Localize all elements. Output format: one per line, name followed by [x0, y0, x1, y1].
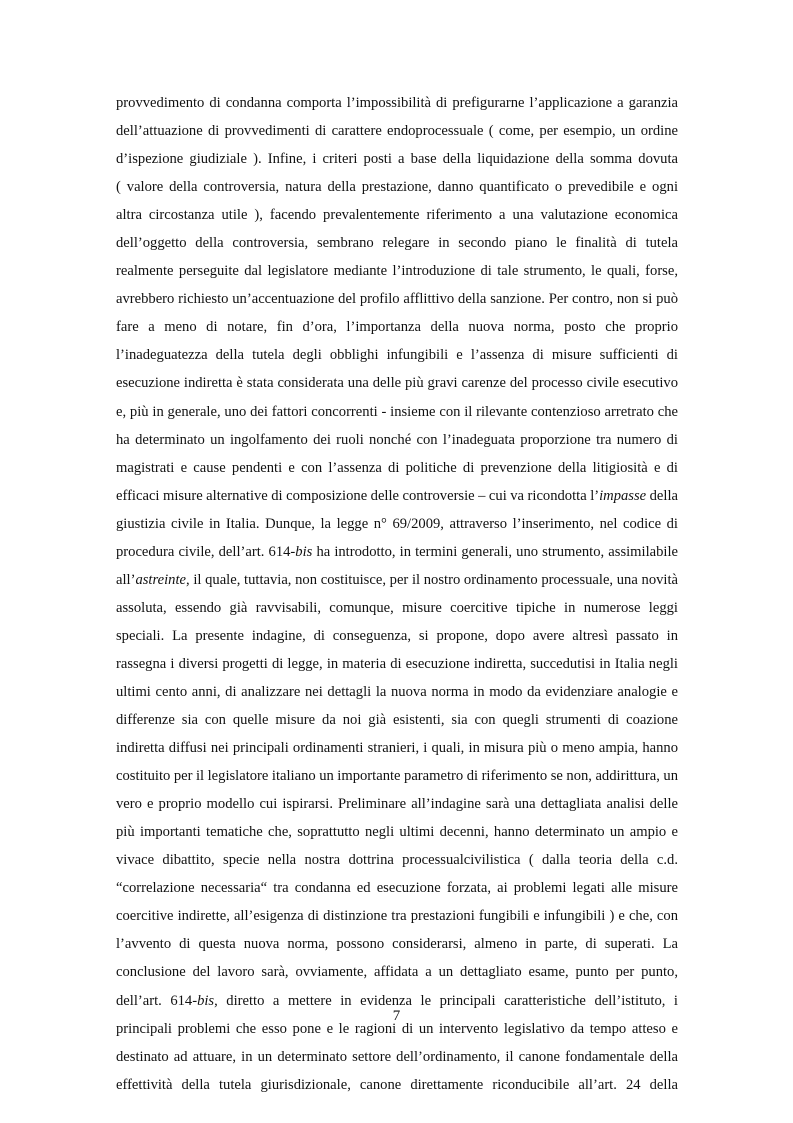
text-segment: ha introdotto, in termini generali, uno strumento, assimilabile — [312, 543, 679, 560]
text-segment: della — [646, 487, 678, 504]
text-line — [116, 341, 678, 369]
text-line — [116, 257, 678, 285]
text-line — [116, 313, 678, 341]
page-number: 7 — [392, 1008, 401, 1024]
text-segment: , diretto a mettere in evidenza le principali caratteristiche dell’istituto, i — [214, 992, 678, 1009]
text-line — [116, 285, 678, 313]
text-segment: altra circostanza utile ), facendo prevalentemente riferimento a una valutazione economica — [116, 207, 678, 224]
text-line — [116, 678, 678, 706]
text-line — [116, 426, 678, 454]
text-segment: esecuzione indiretta è stata considerata una delle più gravi carenze del processo civile esecutivo — [116, 375, 678, 392]
text-line — [116, 818, 678, 846]
text-segment: giustizia civile in Italia. Dunque, la legge n° 69/2009, attraverso l’inserimento, nel codice di — [116, 515, 678, 532]
text-line — [116, 117, 678, 145]
text-segment: all’ — [116, 571, 136, 588]
text-line — [116, 1071, 678, 1099]
text-line — [116, 454, 678, 482]
italic-segment: astreinte — [135, 571, 186, 588]
text-segment: fare a meno di notare, fin d’ora, l’importanza della nuova norma, posto che proprio — [116, 319, 678, 336]
italic-segment: bis — [197, 992, 215, 1009]
text-line — [116, 510, 678, 538]
text-line — [116, 790, 678, 818]
text-segment: magistrati e cause pendenti e con l’assenza di politiche di prevenzione della litigiosità e di — [116, 459, 678, 476]
text-segment: differenze sia con quelle misure da noi già esistenti, sia con quegli strumenti di coazione — [116, 712, 678, 729]
text-line — [116, 398, 678, 426]
text-line — [116, 706, 678, 734]
italic-segment: impasse — [599, 487, 647, 504]
text-segment: l’avvento di questa nuova norma, possono considerarsi, almeno in parte, di superati. La — [116, 936, 678, 953]
body-text — [116, 89, 678, 1099]
text-segment: indiretta diffusi nei principali ordinamenti stranieri, i quali, in misura più o meno ampia, hanno — [116, 740, 678, 757]
text-segment: procedura civile, dell’art. 614- — [116, 543, 296, 560]
text-segment: effettività della tutela giurisdizionale, canone direttamente riconducibile all’art. 24 della — [116, 1076, 678, 1093]
text-segment: dell’art. 614- — [116, 992, 198, 1009]
text-segment: e, più in generale, uno dei fattori concorrenti - insieme con il rilevante contenzioso arretrato che — [116, 403, 678, 420]
text-segment: efficaci misure alternative di composizione delle controversie – cui va ricondotta l’ — [116, 487, 600, 504]
text-segment: ha determinato un ingolfamento dei ruoli nonché con l’inadeguata proporzione tra numero di — [116, 431, 678, 448]
text-segment: l’inadeguatezza della tutela degli obblighi infungibili e l’assenza di misure sufficienti di — [116, 347, 678, 364]
text-segment: , il quale, tuttavia, non costituisce, per il nostro ordinamento processuale, una novità — [185, 571, 678, 588]
text-segment: conclusione del lavoro sarà, ovviamente, affidata a un dettagliato esame, punto per punto, — [116, 964, 678, 981]
text-segment: realmente perseguite dal legislatore mediante l’introduzione di tale strumento, le quali, forse, — [116, 263, 678, 280]
text-line — [116, 594, 678, 622]
text-line — [116, 538, 678, 566]
text-line — [116, 566, 678, 594]
italic-segment: bis — [295, 543, 313, 560]
text-segment: più importanti tematiche che, soprattutto negli ultimi decenni, hanno determinato un ampio e — [116, 824, 678, 841]
text-segment: “correlazione necessaria“ tra condanna ed esecuzione forzata, ai problemi legati alle misure — [116, 880, 678, 897]
text-segment: avrebbero richiesto un’accentuazione del profilo afflittivo della sanzione. Per contro, non si può — [116, 291, 678, 308]
text-line — [116, 902, 678, 930]
text-line — [116, 369, 678, 397]
text-segment: ultimi cento anni, di analizzare nei dettagli la nuova norma in modo da evidenziare analogie e — [116, 683, 678, 700]
text-segment: dell’attuazione di provvedimenti di carattere endoprocessuale ( come, per esempio, un ordine — [116, 123, 678, 140]
text-line — [116, 762, 678, 790]
text-line — [116, 173, 678, 201]
text-line — [116, 482, 678, 510]
text-line — [116, 734, 678, 762]
text-segment: vero e proprio modello cui ispirarsi. Preliminare all’indagine sarà una dettagliata analisi delle — [116, 796, 678, 813]
text-segment: provvedimento di condanna comporta l’impossibilità di prefigurarne l’applicazione a garanzia — [116, 95, 678, 111]
text-line — [116, 650, 678, 678]
text-line — [116, 145, 678, 173]
text-segment: coercitive indirette, all’esigenza di distinzione tra prestazioni fungibili e infungibili ) e che, con — [116, 908, 678, 925]
text-line — [116, 622, 678, 650]
text-line — [116, 958, 678, 986]
text-segment: destinato ad attuare, in un determinato settore dell’ordinamento, il canone fondamentale della — [116, 1048, 678, 1065]
text-line — [116, 201, 678, 229]
text-line — [116, 874, 678, 902]
text-line — [116, 846, 678, 874]
text-segment: rassegna i diversi progetti di legge, in materia di esecuzione indiretta, succedutisi in Italia negli — [116, 655, 678, 672]
text-segment: assoluta, essendo già ravvisabili, comunque, misure coercitive tipiche in numerose leggi — [116, 599, 678, 616]
text-segment: dell’oggetto della controversia, sembrano relegare in secondo piano le finalità di tutela — [116, 235, 678, 252]
text-segment: costituito per il legislatore italiano un importante parametro di riferimento se non, addirittura, un — [116, 768, 678, 785]
text-segment: ( valore della controversia, natura della prestazione, danno quantificato o prevedibile e ogni — [116, 179, 678, 196]
text-line — [116, 1043, 678, 1071]
text-segment: speciali. La presente indagine, di conseguenza, si propone, dopo avere altresì passato in — [116, 627, 678, 644]
text-line — [116, 229, 678, 257]
text-segment: vivace dibattito, specie nella nostra dottrina processualcivilistica ( dalla teoria della c.d. — [116, 852, 678, 869]
text-line — [116, 930, 678, 958]
text-segment: principali problemi che esso pone e le ragioni di un intervento legislativo da tempo atteso e — [116, 1020, 678, 1037]
text-segment: d’ispezione giudiziale ). Infine, i criteri posti a base della liquidazione della somma dovuta — [116, 151, 678, 168]
text-line — [116, 89, 678, 117]
